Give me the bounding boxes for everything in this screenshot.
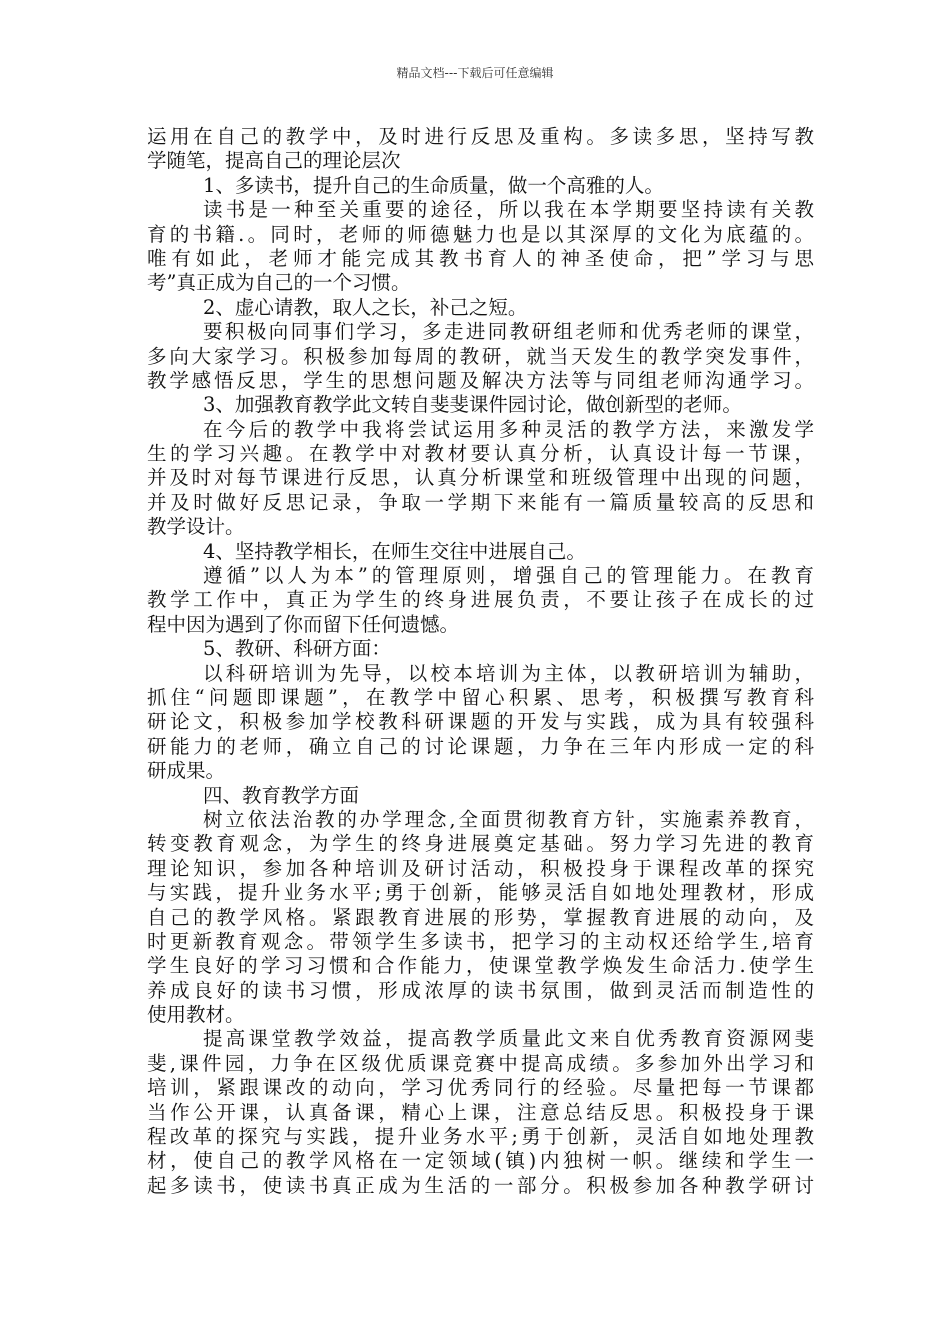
text-line: 程改革的探究与实践，提升业务水平;勇于创新，灵活自如地处理教 <box>147 1125 814 1149</box>
text-line: 教学设计。 <box>147 515 245 539</box>
text-line: 斐,课件园，力争在区级优质课竞赛中提高成绩。多参加外出学习和 <box>147 1051 814 1075</box>
text-line: 提高课堂教学效益，提高教学质量此文来自优秀教育资源网斐 <box>203 1027 814 1051</box>
page-header: 精品文档---下载后可任意编辑 <box>396 66 554 80</box>
text-line: 四、教育教学方面 <box>203 783 360 807</box>
text-line: 唯有如此，老师才能完成其教书育人的神圣使命，把”学习与思 <box>147 246 814 270</box>
text-line: 时更新教育观念。带领学生多读书，把学习的主动权还给学生,培育 <box>147 929 814 953</box>
text-line: 当作公开课，认真备课，精心上课，注意总结反思。积极投身于课 <box>147 1100 814 1124</box>
text-line: 生的学习兴趣。在教学中对教材要认真分析，认真设计每一节课， <box>147 442 814 466</box>
text-line: 1、多读书，提升自己的生命质量，做一个高雅的人。 <box>203 173 664 197</box>
text-line: 程中因为遇到了你而留下任何遗憾。 <box>147 612 460 636</box>
text-line: 材，使自己的教学风格在一定领域(镇)内独树一帜。继续和学生一 <box>147 1149 814 1173</box>
text-line: 研成果。 <box>147 759 226 783</box>
text-line: 教学工作中，真正为学生的终身进展负责，不要让孩子在成长的过 <box>147 588 814 612</box>
text-line: 要积极向同事们学习，多走进同教研组老师和优秀老师的课堂， <box>203 320 814 344</box>
text-line: 抓住“问题即课题”，在教学中留心积累、思考，积极撰写教育科 <box>147 685 814 709</box>
text-line: 教学感悟反思，学生的思想问题及解决方法等与同组老师沟通学习。 <box>147 368 814 392</box>
text-line: 学生良好的学习习惯和合作能力，使课堂教学焕发生命活力.使学生 <box>147 954 814 978</box>
text-line: 运用在自己的教学中，及时进行反思及重构。多读多思，坚持写教 <box>147 125 814 148</box>
text-line: 使用教材。 <box>147 1003 245 1027</box>
text-line: 2、虚心请教，取人之长，补己之短。 <box>203 295 528 319</box>
text-line: 转变教育观念，为学生的终身进展奠定基础。努力学习先进的教育 <box>147 832 814 856</box>
text-line: 并及时对每节课进行反思，认真分析课堂和班级管理中出现的问题， <box>147 466 814 490</box>
text-line: 研论文，积极参加学校教科研课题的开发与实践，成为具有较强科 <box>147 710 814 734</box>
text-line: 自己的教学风格。紧跟教育进展的形势，掌握教育进展的动向，及 <box>147 905 814 929</box>
text-line: 与实践，提升业务水平;勇于创新，能够灵活自如地处理教材，形成 <box>147 881 814 905</box>
text-line: 5、教研、科研方面： <box>203 637 391 661</box>
text-line: 理论知识，参加各种培训及研讨活动，积极投身于课程改革的探究 <box>147 856 814 880</box>
text-line: 遵循”以人为本”的管理原则，增强自己的管理能力。在教育 <box>203 564 814 588</box>
text-line: 起多读书，使读书真正成为生活的一部分。积极参加各种教学研讨 <box>147 1173 814 1197</box>
text-line: 考”真正成为自己的一个习惯。 <box>147 271 411 295</box>
text-line: 学随笔，提高自己的理论层次 <box>147 149 401 173</box>
text-line: 并及时做好反思记录，争取一学期下来能有一篇质量较高的反思和 <box>147 490 814 514</box>
text-line: 在今后的教学中我将尝试运用多种灵活的教学方法，来激发学 <box>203 417 814 441</box>
text-line: 养成良好的读书习惯，形成浓厚的读书氛围，做到灵活而制造性的 <box>147 978 814 1002</box>
text-line: 多向大家学习。积极参加每周的教研，就当天发生的教学突发事件， <box>147 344 814 368</box>
text-line: 培训，紧跟课改的动向，学习优秀同行的经验。尽量把每一节课都 <box>147 1076 814 1100</box>
text-line: 读书是一种至关重要的途径，所以我在本学期要坚持读有关教 <box>203 198 814 222</box>
document-body <box>147 125 814 1198</box>
text-line: 3、加强教育教学此文转自斐斐课件园讨论，做创新型的老师。 <box>203 393 742 417</box>
text-line: 4、坚持教学相长，在师生交往中进展自己。 <box>203 539 586 563</box>
text-line: 育的书籍.。同时，老师的师德魅力也是以其深厚的文化为底蕴的。 <box>147 222 814 246</box>
text-line: 研能力的老师，确立自己的讨论课题，力争在三年内形成一定的科 <box>147 734 814 758</box>
text-line: 以科研培训为先导，以校本培训为主体，以教研培训为辅助， <box>203 661 814 685</box>
text-line: 树立依法治教的办学理念,全面贯彻教育方针，实施素养教育， <box>203 807 814 831</box>
